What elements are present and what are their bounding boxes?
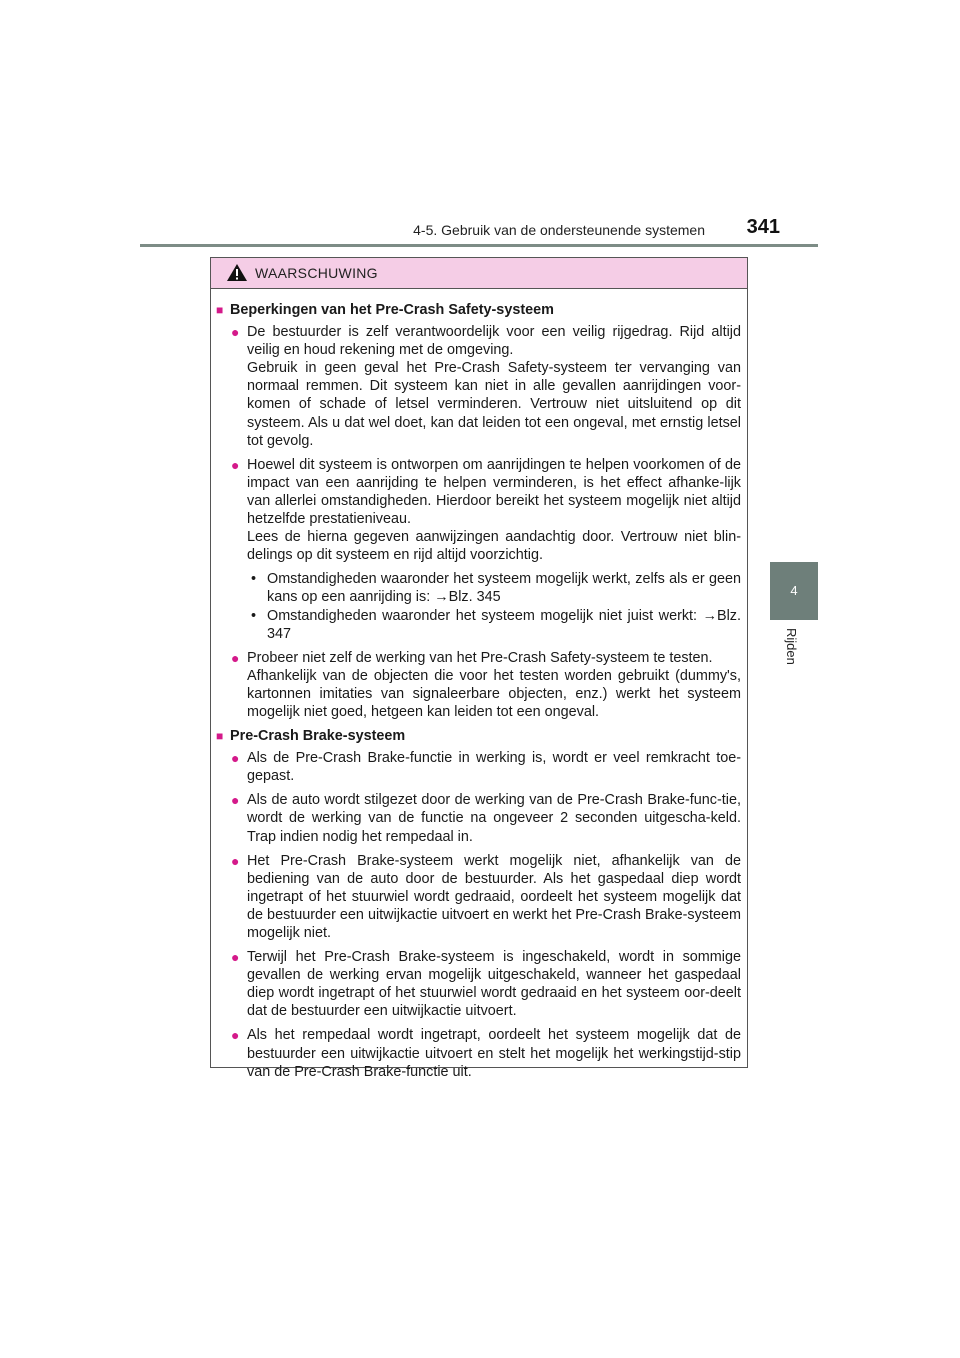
- bullet-icon: ●: [231, 649, 240, 666]
- section-title: 4-5. Gebruik van de ondersteunende systemen: [413, 222, 705, 238]
- bullet-item: ● Terwijl het Pre-Crash Brake-systeem is ingeschakeld, wordt in sommige gevallen de werking ervan mogelijk uitgeschakeld, wanneer het gaspedaal diep wordt ingetrapt of het stuurwiel wordt gedraaid en het systeem oor-deelt dat de bestuurder een uitwijkactie uitvoert.: [216, 948, 741, 1020]
- page-number: 341: [746, 216, 780, 238]
- bullet-icon: ●: [231, 949, 240, 966]
- section-heading: ■ Pre-Crash Brake-systeem: [216, 728, 406, 745]
- section-heading: ■ Beperkingen van het Pre-Crash Safety-systeem: [216, 302, 554, 318]
- sub-item: • Omstandigheden waaronder het systeem mogelijk werkt, zelfs als er geen kans op een aanrijding is: →Blz. 345: [251, 571, 741, 606]
- bullet-icon: ●: [231, 852, 240, 869]
- page-header: [390, 216, 780, 244]
- bullet-item: ● Als het rempedaal wordt ingetrapt, oordeelt het systeem mogelijk dat de bestuurder een uitwijkactie uitvoert en stelt het mogelijk het werkingstijd-stip van de Pre-Crash Brake-functie uit.: [216, 1026, 741, 1080]
- warning-content: [211, 289, 747, 1081]
- bullet-item: ● Probeer niet zelf de werking van het Pre-Crash Safety-systeem te testen. Afhankelijk van de objecten die voor het testen worden gebruikt (dummy's, kartonnen imitaties van signaleerbare objecten, enz.) werkt het systeem mogelijk niet goed, hetgeen kan leiden tot een ongeval.: [216, 649, 741, 721]
- warning-title: WAARSCHUWING: [255, 265, 378, 281]
- chapter-tab: [770, 620, 818, 700]
- sub-item: • Omstandigheden waaronder het systeem mogelijk niet juist werkt: →Blz. 347: [251, 607, 741, 642]
- bullet-item: ● De bestuurder is zelf verantwoordelijk voor een veilig rijgedrag. Rijd altijd veilig en houd rekening met de omgeving. Gebruik in geen geval het Pre-Crash Safety-systeem ter vervanging van normaal remmen. Dit systeem kan niet in alle gevallen aanrijdingen voor-komen of schade of letsel verminderen. Vertrouw niet uitsluitend op dit systeem. Als u dat wel doet, kan dat leiden tot een ongeval, met ernstig letsel tot gevolg.: [216, 323, 741, 450]
- warning-header: [211, 258, 747, 289]
- bullet-icon: ●: [231, 750, 240, 767]
- bullet-icon: ●: [231, 792, 240, 809]
- bullet-item: ● Als de auto wordt stilgezet door de werking van de Pre-Crash Brake-func-tie, wordt de werking van de functie na ongeveer 2 seconden uitgescha-keld. Trap indien nodig het rempedaal in.: [216, 791, 741, 845]
- warning-triangle-icon: [226, 263, 248, 282]
- bullet-icon: ●: [231, 1027, 240, 1044]
- bullet-item: ● Het Pre-Crash Brake-systeem werkt mogelijk niet, afhankelijk van de bediening van de auto door de bestuurder. Als het gaspedaal diep wordt ingetrapt of het stuurwiel wordt gedraaid, oordeelt het systeem mogelijk dat de bestuurder een uitwijkactie uitvoert en werkt het Pre-Crash Brake-systeem mogelijk niet.: [216, 852, 741, 942]
- chapter-tab-number: 4: [770, 562, 818, 620]
- bullet-icon: ●: [231, 324, 240, 341]
- bullet-item: ● Als de Pre-Crash Brake-functie in werking is, wordt er veel remkracht toe-gepast.: [216, 749, 741, 785]
- warning-box: [210, 257, 748, 1080]
- header-rule: [140, 244, 818, 247]
- bullet-icon: ●: [231, 456, 240, 473]
- bullet-item: ● Hoewel dit systeem is ontworpen om aanrijdingen te helpen voorkomen of de impact van een aanrijding te helpen verminderen, is het effect afhanke-lijk van allerlei omstandigheden. Hierdoor bereikt het systeem mogelijk niet altijd hetzelfde prestatieniveau. Lees de hierna gegeven aanwijzingen aandachtig door. Vertrouw niet blin-delings op dit systeem en rijd altijd voorzichtig. • Omstandigheden waaronder het systeem mogelijk werkt, zelfs als er geen kans op een aanrijding is: →Blz. 345 • Omstandigheden waaronder het systeem mogelijk niet juist werkt: →Blz. 347: [216, 456, 741, 643]
- chapter-tab-label: Rijden: [784, 628, 799, 665]
